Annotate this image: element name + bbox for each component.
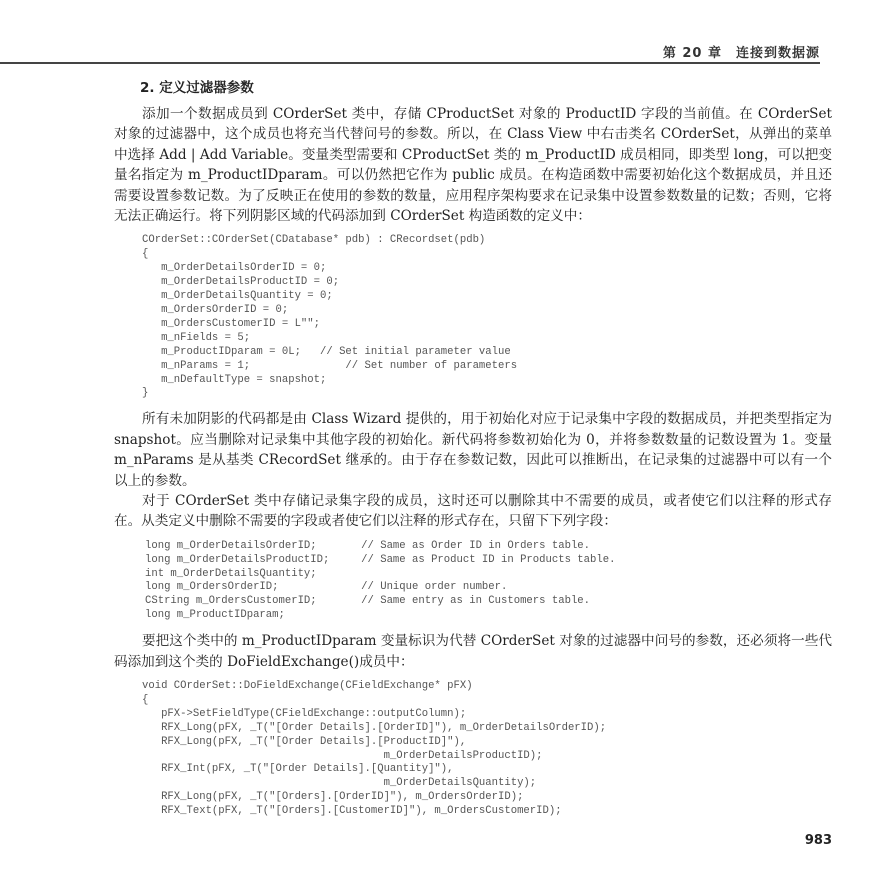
code-line: m_OrderDetailsQuantity); [142,777,537,790]
page-number: 983 [804,833,832,849]
code-line: m_OrderDetailsOrderID = 0; [142,262,327,275]
code-line: m_nDefaultType = snapshot; [142,373,327,386]
code-line: RFX_Long(pFX, _T("[Order Details].[ProductID]"), [142,735,467,748]
code-line: { [142,248,149,261]
paragraph-2 [114,409,832,531]
code-block-do-field-exchange [142,680,832,819]
code-line: m_OrderDetailsQuantity = 0; [142,290,333,303]
code-line: int m_OrderDetailsQuantity; [145,567,317,580]
code-line: pFX->SetFieldType(CFieldExchange::outputColumn); [142,707,467,720]
code-line: m_nParams = 1; // Set number of parameters [142,359,518,372]
code-line: long m_ProductIDparam; [145,609,285,622]
paragraph-text: 对于 COrderSet 类中存储记录集字段的成员，这时还可以删除其中不需要的成员，或者使它们以注释的形式存在。从类定义中删除不需要的字段或者使它们以注释的形式存在，只留下下列字段： [114,492,832,530]
code-line: long m_OrderDetailsProductID; // Same as Product ID in Products table. [145,553,616,566]
code-block-constructor [142,234,832,401]
chapter-title: 第 20 章 连接到数据源 [662,46,820,61]
paragraph-text: 所有未加阴影的代码都是由 Class Wizard 提供的，用于初始化对应于记录集中字段的数据成员，并把类型指定为 snapshot。应当删除对记录集中其他字段的初始化。新代码将参数初始化为 0，并将参数数量的记数设置为 1。变量 m_nParams 是从基类 CRecordSet 继承的。由于存在参数记数，因此可以推断出，在记录集的过滤器中可以有一个以上的参数。 [114,411,832,489]
paragraph-1 [114,104,832,226]
page-content [114,78,832,819]
code-line: RFX_Text(pFX, _T("[Orders].[CustomerID]"), m_OrdersCustomerID); [142,805,562,818]
page-header [0,40,820,64]
code-line: long m_OrdersOrderID; // Unique order number. [145,581,508,594]
code-line: long m_OrderDetailsOrderID; // Same as Order ID in Orders table. [145,539,591,552]
code-line: m_nFields = 5; [142,331,251,344]
code-line: m_OrderDetailsProductID = 0; [142,276,340,289]
code-line: m_OrdersCustomerID = L""; [142,317,321,330]
code-line: m_ProductIDparam = 0L; // Set initial parameter value [142,345,511,358]
paragraph-text: 要把这个类中的 m_ProductIDparam 变量标识为代替 COrderSet 对象的过滤器中问号的参数，还必须将一些代码添加到这个类的 DoFieldExchange()成员中： [114,633,832,670]
section-title: 2. 定义过滤器参数 [140,80,254,96]
code-line: void COrderSet::DoFieldExchange(CFieldExchange* pFX) [142,680,473,692]
code-line: m_OrdersOrderID = 0; [142,303,289,316]
code-line: { [142,693,149,706]
header-rule [0,62,820,64]
page-footer [114,829,832,848]
code-line: m_OrderDetailsProductID); [142,749,543,762]
code-line: } [142,387,149,400]
code-line: CString m_OrdersCustomerID; // Same entry as in Customers table. [145,595,591,608]
code-line: RFX_Int(pFX, _T("[Order Details].[Quantity]"), [142,763,454,776]
code-block-fields [145,540,832,623]
code-line: RFX_Long(pFX, _T("[Order Details].[OrderID]"), m_OrderDetailsOrderID); [142,721,607,734]
code-line: COrderSet::COrderSet(CDatabase* pdb) : CRecordset(pdb) [142,234,486,247]
paragraph-4 [114,631,832,672]
paragraph-text: 添加一个数据成员到 COrderSet 类中，存储 CProductSet 对象的 ProductID 字段的当前值。在 COrderSet 对象的过滤器中，这个成员也将充当代替问号的参数。所以，在 Class View 中右击类名 COrderSet，从弹出的菜单中选择 Add | Add Variable。变量类型需要和 CProductSet 类的 m_ProductID 成员相同，即类型 long，可以把变量名指定为 m_ProductIDparam。可以仍然把它作为 public 成员。在构造函数中需要初始化这个数据成员，并且还需要设置参数记数。为了反映正在使用的参数的数量，应用程序架构要求在记录集中设置参数数量的记数；否则，它将无法正确运行。将下列阴影区域的代码添加到 COrderSet 构造函数的定义中： [114,106,832,225]
code-line: RFX_Long(pFX, _T("[Orders].[OrderID]"), m_OrdersOrderID); [142,791,524,804]
